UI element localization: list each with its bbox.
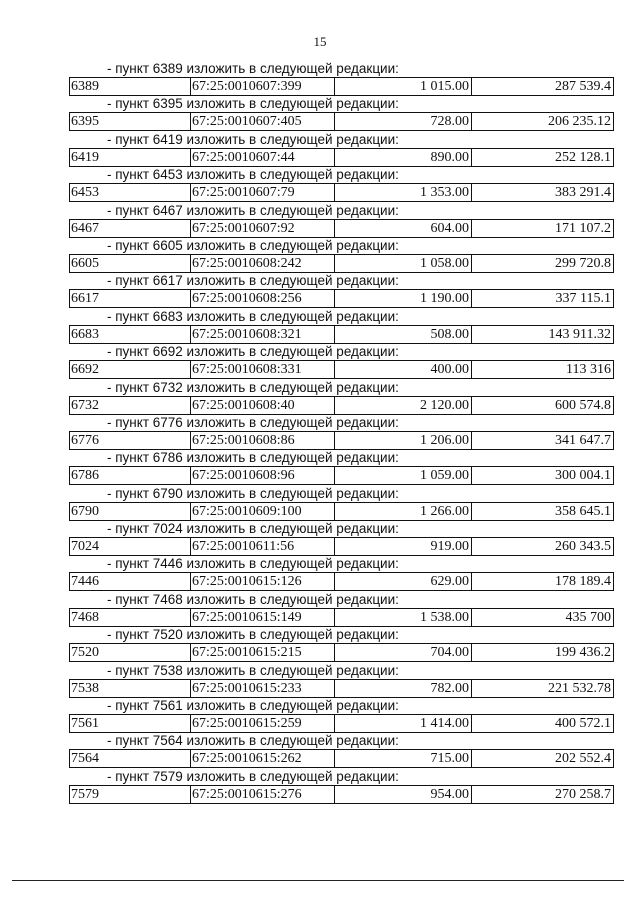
table-row bbox=[69, 679, 614, 698]
value-cell: 358 645.1 bbox=[555, 503, 611, 519]
table-row bbox=[69, 749, 614, 768]
value-cell: 287 539.4 bbox=[555, 79, 611, 94]
cadastral-number-cell: 67:25:0010615:276 bbox=[191, 786, 335, 803]
area-cell: 1 266.00 bbox=[335, 503, 472, 520]
area-cell: 1 058.00 bbox=[335, 255, 472, 272]
amendment-caption: - пункт 6790 изложить в следующей редакции: bbox=[107, 485, 399, 501]
amendment-entry bbox=[69, 273, 614, 308]
amendment-entry bbox=[69, 344, 614, 379]
item-number-cell: 6389 bbox=[70, 78, 191, 95]
amendment-caption: - пункт 6617 изложить в следующей редакции: bbox=[107, 273, 399, 289]
table-row bbox=[69, 572, 614, 591]
value-cell: 383 291.4 bbox=[555, 185, 611, 201]
table-row bbox=[69, 219, 614, 238]
cadastral-number-cell: 67:25:0010608:40 bbox=[191, 397, 335, 414]
amendment-caption: - пункт 6732 изложить в следующей редакции: bbox=[107, 379, 399, 395]
value-cell: 252 128.1 bbox=[555, 149, 611, 165]
amendment-entry bbox=[69, 556, 614, 591]
value-cell: 206 235.12 bbox=[548, 114, 611, 130]
amendment-caption: - пункт 7446 изложить в следующей редакции: bbox=[107, 556, 399, 572]
area-cell: 704.00 bbox=[335, 644, 472, 661]
value-cell: 270 258.7 bbox=[555, 786, 611, 802]
table-row bbox=[69, 183, 614, 202]
item-number-cell: 6776 bbox=[70, 432, 191, 449]
item-number-cell: 7468 bbox=[70, 609, 191, 626]
item-number-cell: 6419 bbox=[70, 149, 191, 166]
table-row bbox=[69, 396, 614, 415]
amendment-caption: - пункт 6395 изложить в следующей редакции: bbox=[107, 96, 399, 112]
item-number-cell: 6453 bbox=[70, 184, 191, 201]
value-cell: 202 552.4 bbox=[555, 751, 611, 767]
amendment-caption: - пункт 7564 изложить в следующей редакции: bbox=[107, 733, 399, 749]
cadastral-number-cell: 67:25:0010608:86 bbox=[191, 432, 335, 449]
area-cell: 1 414.00 bbox=[335, 715, 472, 732]
table-row bbox=[69, 431, 614, 450]
amendment-entry bbox=[69, 61, 614, 96]
table-row bbox=[69, 360, 614, 379]
area-cell: 782.00 bbox=[335, 680, 472, 697]
amendment-entry bbox=[69, 309, 614, 344]
cadastral-number-cell: 67:25:0010615:233 bbox=[191, 680, 335, 697]
amendment-entry bbox=[69, 733, 614, 768]
cadastral-number-cell: 67:25:0010607:79 bbox=[191, 184, 335, 201]
cadastral-number-cell: 67:25:0010615:259 bbox=[191, 715, 335, 732]
amendment-entry bbox=[69, 486, 614, 521]
item-number-cell: 7520 bbox=[70, 644, 191, 661]
amendment-entry bbox=[69, 521, 614, 556]
value-cell: 221 532.78 bbox=[548, 680, 611, 696]
cadastral-number-cell: 67:25:0010609:100 bbox=[191, 503, 335, 520]
footer-divider bbox=[12, 880, 624, 881]
amendment-entry bbox=[69, 203, 614, 238]
amendment-caption: - пункт 7561 изложить в следующей редакции: bbox=[107, 698, 399, 714]
cadastral-number-cell: 67:25:0010608:96 bbox=[191, 467, 335, 484]
amendment-entry bbox=[69, 627, 614, 662]
item-number-cell: 6683 bbox=[70, 326, 191, 343]
amendment-entry bbox=[69, 167, 614, 202]
item-number-cell: 6617 bbox=[70, 290, 191, 307]
item-number-cell: 6395 bbox=[70, 113, 191, 130]
table-row bbox=[69, 502, 614, 521]
area-cell: 715.00 bbox=[335, 750, 472, 767]
amendment-caption: - пункт 6683 изложить в следующей редакции: bbox=[107, 308, 399, 324]
cadastral-number-cell: 67:25:0010608:256 bbox=[191, 290, 335, 307]
cadastral-number-cell: 67:25:0010615:126 bbox=[191, 573, 335, 590]
table-row bbox=[69, 643, 614, 662]
value-cell: 171 107.2 bbox=[555, 220, 611, 236]
cadastral-number-cell: 67:25:0010611:56 bbox=[191, 538, 335, 555]
value-cell: 143 911.32 bbox=[548, 326, 611, 342]
table-row bbox=[69, 112, 614, 131]
item-number-cell: 7561 bbox=[70, 715, 191, 732]
amendment-list bbox=[69, 61, 614, 804]
area-cell: 1 015.00 bbox=[335, 78, 472, 95]
area-cell: 508.00 bbox=[335, 326, 472, 343]
table-row bbox=[69, 289, 614, 308]
table-row bbox=[69, 714, 614, 733]
area-cell: 919.00 bbox=[335, 538, 472, 555]
table-row bbox=[69, 77, 614, 96]
item-number-cell: 6790 bbox=[70, 503, 191, 520]
amendment-entry bbox=[69, 96, 614, 131]
table-row bbox=[69, 254, 614, 273]
area-cell: 1 538.00 bbox=[335, 609, 472, 626]
cadastral-number-cell: 67:25:0010607:92 bbox=[191, 220, 335, 237]
cadastral-number-cell: 67:25:0010608:331 bbox=[191, 361, 335, 378]
amendment-caption: - пункт 6419 изложить в следующей редакции: bbox=[107, 131, 399, 147]
item-number-cell: 6692 bbox=[70, 361, 191, 378]
amendment-entry bbox=[69, 238, 614, 273]
cadastral-number-cell: 67:25:0010615:149 bbox=[191, 609, 335, 626]
item-number-cell: 6605 bbox=[70, 255, 191, 272]
item-number-cell: 6467 bbox=[70, 220, 191, 237]
value-cell: 199 436.2 bbox=[555, 645, 611, 661]
amendment-caption: - пункт 6776 изложить в следующей редакции: bbox=[107, 414, 399, 430]
value-cell: 113 316 bbox=[566, 362, 611, 378]
cadastral-number-cell: 67:25:0010607:44 bbox=[191, 149, 335, 166]
cadastral-number-cell: 67:25:0010608:242 bbox=[191, 255, 335, 272]
table-row bbox=[69, 608, 614, 627]
amendment-caption: - пункт 7520 изложить в следующей редакции: bbox=[107, 627, 399, 643]
value-cell: 178 189.4 bbox=[555, 574, 611, 590]
area-cell: 954.00 bbox=[335, 786, 472, 803]
item-number-cell: 7579 bbox=[70, 786, 191, 803]
amendment-entry bbox=[69, 663, 614, 698]
table-row bbox=[69, 466, 614, 485]
item-number-cell: 7024 bbox=[70, 538, 191, 555]
amendment-caption: - пункт 6467 изложить в следующей редакции: bbox=[107, 202, 399, 218]
item-number-cell: 7564 bbox=[70, 750, 191, 767]
value-cell: 260 343.5 bbox=[555, 539, 611, 555]
amendment-caption: - пункт 6605 изложить в следующей редакции: bbox=[107, 237, 399, 253]
amendment-entry bbox=[69, 769, 614, 804]
value-cell: 299 720.8 bbox=[555, 255, 611, 271]
area-cell: 2 120.00 bbox=[335, 397, 472, 414]
area-cell: 890.00 bbox=[335, 149, 472, 166]
table-row bbox=[69, 148, 614, 167]
amendment-entry bbox=[69, 132, 614, 167]
value-cell: 341 647.7 bbox=[555, 432, 611, 448]
value-cell: 600 574.8 bbox=[555, 397, 611, 413]
area-cell: 629.00 bbox=[335, 573, 472, 590]
amendment-caption: - пункт 7468 изложить в следующей редакции: bbox=[107, 591, 399, 607]
item-number-cell: 7446 bbox=[70, 573, 191, 590]
area-cell: 1 353.00 bbox=[335, 184, 472, 201]
table-row bbox=[69, 537, 614, 556]
amendment-caption: - пункт 6389 изложить в следующей редакции: bbox=[107, 61, 399, 76]
page-number: 15 bbox=[313, 34, 327, 49]
amendment-entry bbox=[69, 450, 614, 485]
value-cell: 337 115.1 bbox=[555, 291, 611, 307]
amendment-entry bbox=[69, 380, 614, 415]
area-cell: 604.00 bbox=[335, 220, 472, 237]
item-number-cell: 6786 bbox=[70, 467, 191, 484]
amendment-entry bbox=[69, 698, 614, 733]
area-cell: 400.00 bbox=[335, 361, 472, 378]
cadastral-number-cell: 67:25:0010615:262 bbox=[191, 750, 335, 767]
cadastral-number-cell: 67:25:0010607:405 bbox=[191, 113, 335, 130]
value-cell: 435 700 bbox=[565, 609, 611, 625]
cadastral-number-cell: 67:25:0010608:321 bbox=[191, 326, 335, 343]
cadastral-number-cell: 67:25:0010607:399 bbox=[191, 78, 335, 95]
item-number-cell: 6732 bbox=[70, 397, 191, 414]
amendment-entry bbox=[69, 592, 614, 627]
amendment-caption: - пункт 6786 изложить в следующей редакции: bbox=[107, 450, 399, 466]
amendment-caption: - пункт 7024 изложить в следующей редакции: bbox=[107, 521, 399, 537]
amendment-caption: - пункт 7579 изложить в следующей редакции: bbox=[107, 768, 399, 784]
amendment-caption: - пункт 6692 изложить в следующей редакции: bbox=[107, 344, 399, 360]
table-row bbox=[69, 785, 614, 804]
item-number-cell: 7538 bbox=[70, 680, 191, 697]
amendment-entry bbox=[69, 415, 614, 450]
amendment-caption: - пункт 7538 изложить в следующей редакции: bbox=[107, 662, 399, 678]
table-row bbox=[69, 325, 614, 344]
value-cell: 300 004.1 bbox=[555, 468, 611, 484]
area-cell: 1 206.00 bbox=[335, 432, 472, 449]
value-cell: 400 572.1 bbox=[555, 716, 611, 732]
cadastral-number-cell: 67:25:0010615:215 bbox=[191, 644, 335, 661]
area-cell: 1 190.00 bbox=[335, 290, 472, 307]
amendment-caption: - пункт 6453 изложить в следующей редакции: bbox=[107, 167, 399, 183]
area-cell: 728.00 bbox=[335, 113, 472, 130]
area-cell: 1 059.00 bbox=[335, 467, 472, 484]
